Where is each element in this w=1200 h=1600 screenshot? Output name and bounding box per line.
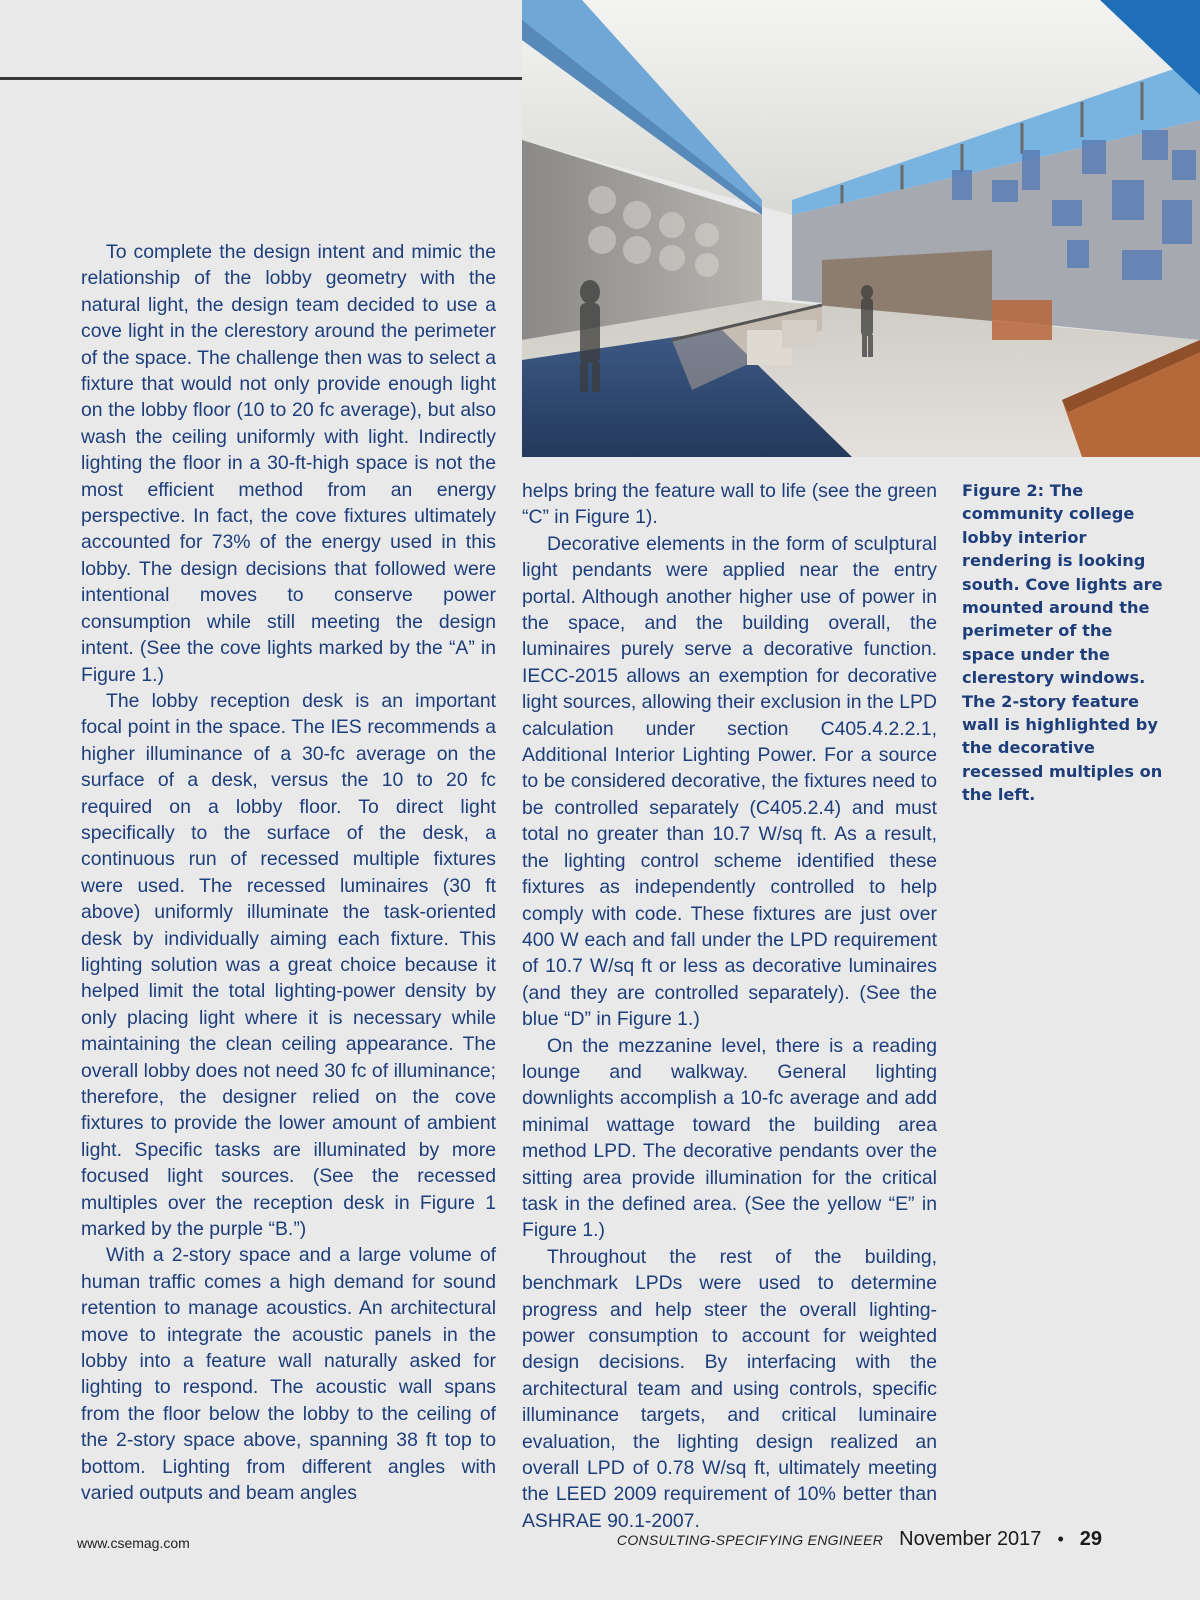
figure-caption: Figure 2: The community college lobby interior rendering is looking south. Cove lights are mounted around the perimeter of the space under the clerestory windows. The 2-story feature wall is highlighted by the decorative recessed multiples on the left. (962, 481, 1163, 805)
paragraph-reception-desk: The lobby reception desk is an important focal point in the space. The IES recommends a higher illuminance of a 30-fc average on the surface of a desk, versus the 10 to 20 fc required on a lobby floor. To direct light specifically to the surface of the desk, a continuous run of recessed multiple fixtures were used. The recessed luminaires (30 ft above) uniformly illuminate the task-oriented desk by individually aiming each fixture. This lighting solution was a great choice because it helped limit the total lighting-power density by only placing light where it is necessary while maintaining the clean ceiling appearance. The overall lobby does not need 30 fc of illuminance; therefore, the designer relied on the cove fixtures to provide the lower amount of ambient light. Specific tasks are illuminated by more focused light sources. (See the recessed multiples over the reception desk in Figure 1 marked by the purple “B.”) (81, 689, 496, 1241)
page-number: 29 (1079, 1528, 1102, 1550)
paragraph-benchmark-lpd: Throughout the rest of the building, benchmark LPDs were used to determine progress and help steer the overall lighting-power consumption to account for weighted design decisions. By interfacing with the architectural team and using controls, specific illuminance targets, and critical luminaire evaluation, the lighting design realized an overall LPD of 0.78 W/sq ft, ultimately meeting the LEED 2009 requirement of 10% better than ASHRAE 90.1-2007. (522, 1245, 937, 1532)
paragraph-feature-wall-continued: helps bring the feature wall to life (see the green “C” in Figure 1). (522, 480, 937, 529)
paragraph-cove-lighting: To complete the design intent and mimic the relationship of the lobby geometry with the natural light, the design team decided to use a cove light in the clerestory around the perimeter of the space. The challenge then was to select a fixture that would not only provide enough light on the lobby floor (10 to 20 fc average), but also wash the ceiling uniformly with light. Indirectly lighting the floor in a 30-ft-high space is not the most efficient method from an energy perspective. In fact, the cove fixtures ultimately accounted for 73% of the energy used in this lobby. The design decisions that followed were intentional moves to conserve power consumption while still meeting the design intent. (See the cove lights marked by the “A” in Figure 1.) (81, 241, 496, 686)
paragraph-decorative-pendants: Decorative elements in the form of sculptural light pendants were applied near the entry portal. Although another higher use of power in the space, and the building overall, the luminaires purely serve a decorative function. IECC-2015 allows an exemption for decorative light sources, allowing their exclusion in the LPD calculation under section C405.4.2.2.1, Additional Interior Lighting Power. For a source to be considered decorative, the fixtures need to be controlled separately (C405.2.4) and must total no greater than 10.7 W/sq ft. As a result, the lighting control scheme identified these fixtures as independently controlled to help comply with code. These fixtures are just over 400 W each and fall under the LPD requirement of 10.7 W/sq ft or less as decorative luminaires (and they are controlled separately). (See the blue “D” in Figure 1.) (522, 532, 937, 1031)
bullet-separator: • (1057, 1529, 1064, 1549)
issue-date: November 2017 (899, 1528, 1042, 1550)
publication-name: CONSULTING-SPECIFYING ENGINEER (616, 1532, 884, 1548)
header-rule (0, 77, 522, 80)
figure-2-lobby-rendering (522, 0, 1200, 457)
left-text-column (81, 239, 496, 1507)
paragraph-acoustic-wall: With a 2-story space and a large volume of human traffic comes a high demand for sound retention to manage acoustics. An architectural move to integrate the acoustic panels in the lobby into a feature wall naturally asked for lighting to respond. The acoustic wall spans from the floor below the lobby to the ceiling of the 2-story space above, spanning 38 ft top to bottom. Lighting from different angles with varied outputs and beam angles (81, 1244, 496, 1505)
middle-text-column (522, 478, 937, 1534)
paragraph-mezzanine: On the mezzanine level, there is a reading lounge and walkway. General lighting downlights accomplish a 10-fc average and add minimal wattage toward the building area method LPD. The decorative pendants over the sitting area provide illumination for the critical task in the defined area. (See the yellow “E” in Figure 1.) (522, 1034, 937, 1242)
footer-folio (617, 1528, 1102, 1551)
footer-website: www.csemag.com (77, 1535, 190, 1551)
